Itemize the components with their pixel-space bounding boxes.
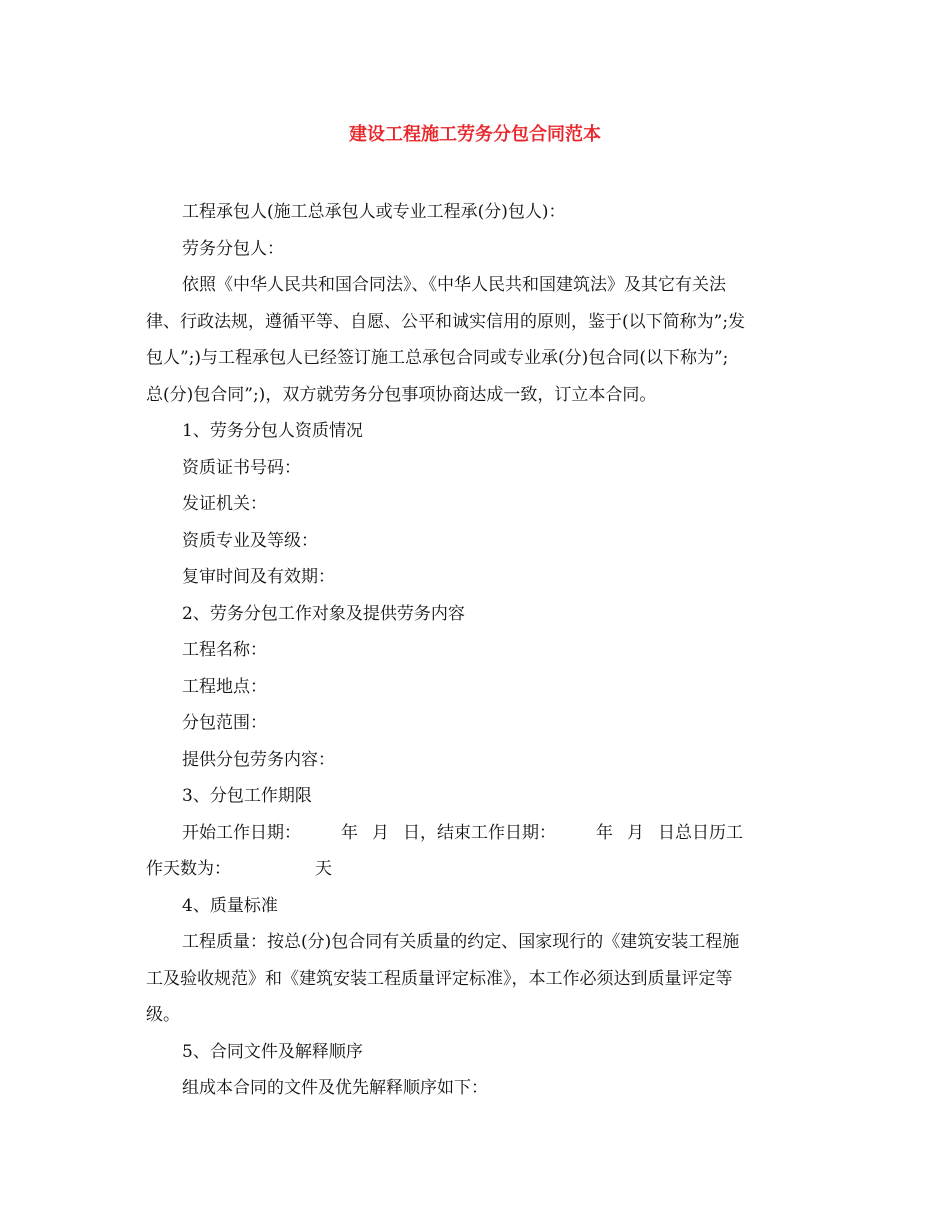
- section-4-heading: 4、质量标准: [182, 895, 278, 916]
- qualification-cert-no: 资质证书号码：: [182, 457, 301, 478]
- work-period-paragraph: [146, 815, 806, 888]
- days-count-label: 作天数为：: [146, 859, 231, 879]
- end-month-label: 月: [627, 822, 644, 843]
- start-date-label: 开始工作日期：: [182, 822, 301, 843]
- section-1-heading: 1、劳务分包人资质情况: [182, 421, 363, 441]
- preamble-line-1: 依照《中华人民共和国合同法》、《中华人民共和国建筑法》及其它有关法: [182, 275, 726, 295]
- labor-content: 提供分包劳务内容：: [182, 749, 335, 770]
- preamble-line-3: 包人”;)与工程承包人已经签订施工总承包合同或专业承(分)包合同(以下称为”;: [146, 348, 729, 368]
- section-3-heading: 3、分包工作期限: [182, 786, 312, 806]
- quality-line-3: 级。: [146, 1005, 180, 1025]
- qualification-grade: 资质专业及等级：: [182, 530, 318, 551]
- end-year-label: 年: [596, 822, 613, 843]
- contractor-line: 工程承包人(施工总承包人或专业工程承(分)包人)：: [182, 202, 566, 222]
- section-5-heading: 5、合同文件及解释顺序: [182, 1041, 363, 1062]
- total-days-label: 日总日历工: [658, 822, 743, 843]
- work-period-line-1: [146, 815, 806, 852]
- issuing-authority: 发证机关：: [182, 494, 267, 514]
- preamble-paragraph: [146, 267, 806, 413]
- subcontract-scope: 分包范围：: [182, 713, 267, 733]
- start-month-label: 月: [372, 822, 389, 843]
- end-date-label: 日，结束工作日期：: [403, 822, 556, 843]
- project-location: 工程地点：: [182, 676, 267, 697]
- quality-paragraph: [146, 924, 806, 1034]
- preamble-line-4: 总(分)包合同”;)，双方就劳务分包事项协商达成一致，订立本合同。: [146, 384, 657, 405]
- preamble-line-2: 律、行政法规，遵循平等、自愿、公平和诚实信用的原则，鉴于(以下简称为”;发: [146, 311, 746, 332]
- days-unit-label: 天: [315, 859, 332, 879]
- documents-order: 组成本合同的文件及优先解释顺序如下：: [182, 1078, 488, 1098]
- quality-line-1: 工程质量：按总(分)包合同有关质量的约定、国家现行的《建筑安装工程施: [182, 932, 740, 952]
- quality-line-2: 工及验收规范》和《建筑安装工程质量评定标准》，本工作必须达到质量评定等: [146, 968, 733, 989]
- start-year-label: 年: [341, 822, 358, 843]
- work-period-line-2: [110, 851, 806, 888]
- subcontractor-line: 劳务分包人：: [182, 238, 284, 259]
- project-name: 工程名称：: [182, 640, 267, 660]
- review-validity: 复审时间及有效期：: [182, 567, 335, 587]
- document-body: [146, 194, 806, 1107]
- document-title: 建设工程施工劳务分包合同范本: [349, 124, 601, 145]
- section-2-heading: 2、劳务分包工作对象及提供劳务内容: [182, 603, 465, 624]
